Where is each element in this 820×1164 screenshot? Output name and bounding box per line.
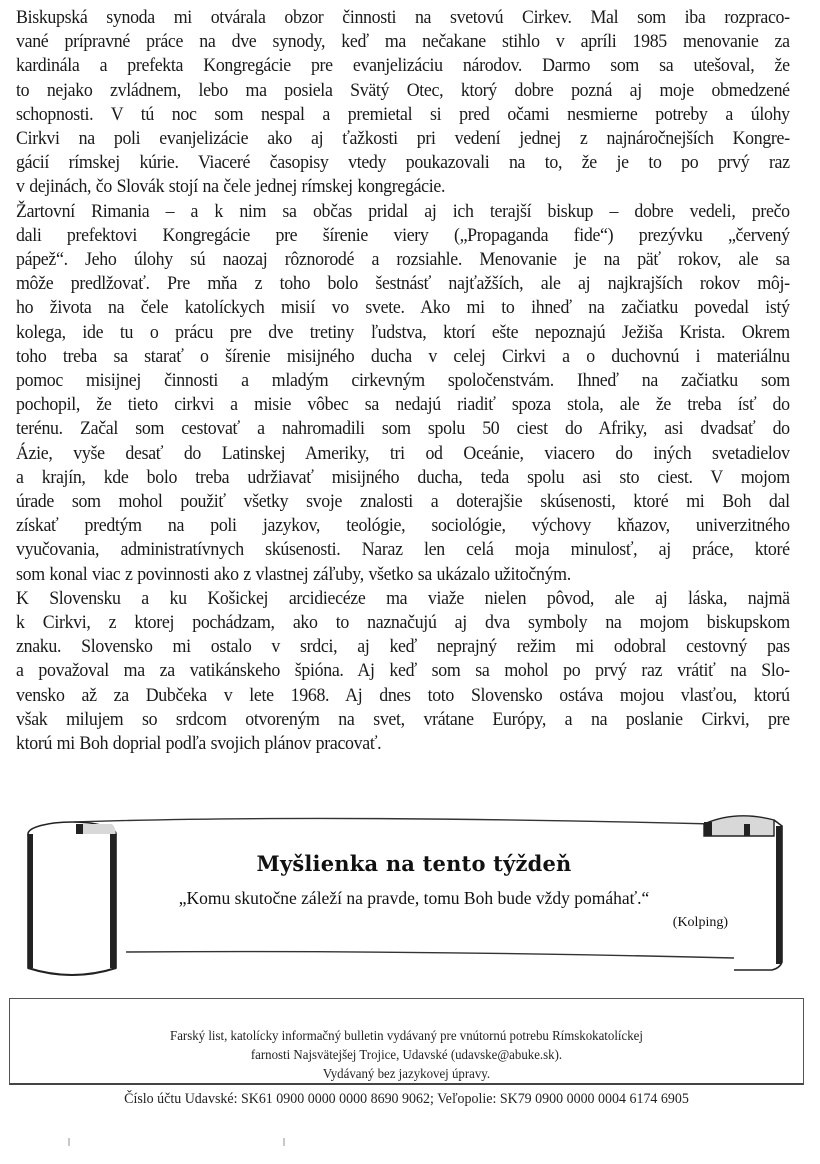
text-line: vensko až za Dubčeka v lete 1968. Aj dnes toto Slovensko ostáva mojou vlasťou, ktorú <box>16 684 790 706</box>
article-paragraph-2 <box>16 200 790 587</box>
text-line: gácií rímskej kúrie. Viaceré časopisy vtedy poukazovali na to, že je to po prvý raz <box>16 152 790 174</box>
text-line: vyučovania, administratívnych skúsenosti. Naraz len celá moja minulosť, aj práce, ktoré <box>16 539 790 561</box>
text-line: pochopil, že tieto cirkvi a misie vôbec sa nedajú riadiť spoza stola, ale že treba ísť do <box>16 394 790 416</box>
text-line: Biskupská synoda mi otvárala obzor činnosti na svetovú Cirkev. Mal som iba rozpraco- <box>16 7 790 28</box>
text-line: kardinála a prefekta Kongregácie pre evanjelizáciu národov. Darmo som sa utešoval, že <box>16 55 790 77</box>
text-line: toho treba sa starať o šírenie misijného ducha v celej Cirkvi a o duchovnú i materiálnu <box>16 345 790 367</box>
text-line: ktorú mi Boh doprial podľa svojich plánov pracovať. <box>16 733 382 755</box>
thought-quote: „Komu skutočne záleží na pravde, tomu Boh bude vždy pomáhať.“ <box>178 888 650 908</box>
text-line: Cirkvi na poli evanjelizácie ako aj ťažkosti pri vedení jednej z najnáročnejších Kongre- <box>16 128 790 150</box>
text-line: úrade som mohol použiť všetky svoje znalosti a doterajšie skúsenosti, ktoré mi Boh dal <box>16 491 790 513</box>
text-line: to nejako zvládnem, lebo ma posiela Svätý Otec, ktorý dobre pozná aj moje obmedzené <box>16 79 790 101</box>
text-line: schopnosti. V tú noc som nespal a premietal si pred očami nesmierne potreby a úlohy <box>16 103 790 125</box>
thought-of-week-banner <box>14 812 814 982</box>
text-line: dali prefektovi Kongregácie pre šírenie viery („Propaganda fide“) prezývku „červený <box>16 224 790 246</box>
text-line: a krajín, kde bolo treba udržiavať misijného ducha, teda spolu asi sto ciest. V mojom <box>16 466 790 488</box>
text-line: však milujem so srdcom otvoreným na svet, vrátane Európy, a na poslanie Cirkvi, pre <box>16 708 790 730</box>
text-line: pápež“. Jeho úlohy sú naozaj rôznorodé a rozsiahle. Menovanie je na päť rokov, ale sa <box>16 249 790 271</box>
text-line: som konal viac z povinnosti ako z vlastnej záľuby, všetko sa ukázalo užitočným. <box>16 563 571 585</box>
text-line: ho života na čele katolíckych misií vo svete. Ako mi to ihneď na začiatku povedal istý <box>16 297 790 319</box>
text-line: znaku. Slovensko mi ostalo v srdci, aj keď neprajný režim mi odobral cestovný pas <box>16 636 790 658</box>
footer-line: Vydávaný bez jazykovej úpravy. <box>322 1067 491 1082</box>
scan-artifacts <box>0 1138 820 1154</box>
article-body <box>16 6 790 756</box>
footer-line: Farský list, katolícky informačný bulletin vydávaný pre vnútornú potrebu Rímskokatolíckej <box>170 1029 643 1044</box>
thought-title: Myšlienka na tento týždeň <box>256 851 572 876</box>
thought-author: (Kolping) <box>672 915 728 930</box>
article-paragraph-1 <box>16 6 790 200</box>
text-line: K Slovensku a ku Košickej arcidiecéze ma viaže nielen pôvod, ale aj láska, najmä <box>16 587 790 609</box>
footer-line: farnosti Najsvätejšej Trojice, Udavské (udavske@abuke.sk). <box>250 1048 563 1063</box>
text-line: získať predtým na poli jazykov, teológie, sociológie, výchovy kňazov, univerzitného <box>16 515 790 537</box>
text-line: k Cirkvi, z ktorej pochádzam, ako to naznačujú aj dva symboly na mojom biskupskom <box>16 612 790 634</box>
text-line: môže predlžovať. Pre mňa z toho bolo šestnásť najťažších, ale aj najkrajších rokov môj- <box>16 273 790 295</box>
text-line: kolega, ide tu o prácu pre dve tretiny ľudstva, ktorí ešte nepoznajú Ježiša Krista. Okrem <box>16 321 790 343</box>
bulletin-footer <box>9 998 804 1107</box>
scan-mark <box>283 1138 285 1146</box>
text-line: pomoc misijnej činnosti a mladým cirkevným spoločenstvám. Ihneď na začiatku som <box>16 370 790 392</box>
text-line: Žartovní Rimania – a k nim sa občas pridal aj ich terajší biskup – dobre vedeli, prečo <box>16 200 790 222</box>
text-line: vané prípravné práce na dve synody, keď ma nečakane stihlo v apríli 1985 menovanie za <box>16 31 790 53</box>
scroll-left-roll <box>28 822 116 975</box>
text-line: terénu. Začal som cestovať a nahromadili som spolu 50 ciest do Afriky, asi dvadsať do <box>16 418 790 440</box>
text-line: a považoval ma za vatikánskeho špióna. Aj keď som sa mohol po prvý raz vrátiť na Slo- <box>16 660 790 682</box>
article-paragraph-3 <box>16 587 790 756</box>
scan-mark <box>68 1138 70 1146</box>
text-line: v dejinách, čo Slovák stojí na čele jednej rímskej kongregácie. <box>16 176 446 198</box>
footer-account-numbers: Číslo účtu Udavské: SK61 0900 0000 0000 8690 9062; Veľopolie: SK79 0900 0000 0004 6174 6905 <box>124 1090 689 1107</box>
text-line: Ázie, vyše desať do Latinskej Ameriky, tri od Oceánie, viacero do iných svetadielov <box>16 442 790 464</box>
